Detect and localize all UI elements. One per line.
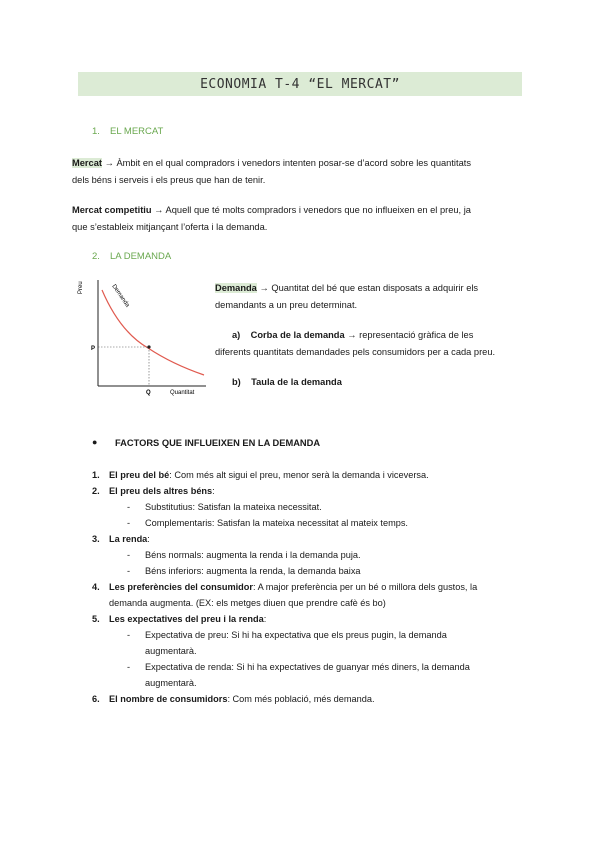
section-2-heading xyxy=(92,251,171,262)
list-item xyxy=(92,531,522,547)
demanda-term: Demanda xyxy=(215,283,257,293)
mercat-line-1: Àmbit en el qual compradors i venedors intenten posar-se d’acord sobre les quantitats xyxy=(116,158,471,168)
item-b-letter: b) xyxy=(232,377,241,387)
list-sub-item xyxy=(127,547,527,563)
equilibrium-point xyxy=(147,345,150,348)
item-number: 4. xyxy=(92,582,100,592)
demand-curve xyxy=(102,290,204,375)
item-b xyxy=(232,374,342,391)
arrow: → xyxy=(104,158,114,168)
list-sub-item xyxy=(127,515,527,531)
sub-item-continuation: augmentarà. xyxy=(145,678,197,688)
x-axis-label: Quantitat xyxy=(170,390,195,396)
sub-item-text: Substitutius: Satisfan la mateixa necessitat. xyxy=(145,502,322,512)
item-a-letter: a) xyxy=(232,330,241,340)
item-continuation: demanda augmenta. (EX: els metges diuen que prendre cafè és bo) xyxy=(109,598,386,608)
page-title: ECONOMIA T-4 “EL MERCAT” xyxy=(200,76,400,92)
item-title: Les expectatives del preu i la renda xyxy=(109,614,264,624)
item-a xyxy=(215,327,545,361)
section-1-number: 1. xyxy=(92,126,100,137)
competitiu-line-1: Aquell que té molts compradors i venedors que no influeixen en el preu, ja xyxy=(165,205,471,215)
section-1-title: EL MERCAT xyxy=(110,126,164,137)
p-label: P xyxy=(91,346,96,352)
list-sub-item xyxy=(127,627,527,659)
factors-bullet: ● xyxy=(92,437,98,447)
item-a-line-2: diferents quantitats demandades pels consumidors per a cada preu. xyxy=(215,347,496,357)
arrow: → xyxy=(259,283,269,293)
item-a-term: Corba de la demanda xyxy=(250,330,345,340)
arrow: → xyxy=(154,205,164,215)
item-text: : A major preferència per un bé o millora dels gustos, la xyxy=(253,582,478,592)
list-item xyxy=(92,611,522,627)
sub-item-text: Béns normals: augmenta la renda i la demanda puja. xyxy=(145,550,361,560)
item-b-term: Taula de la demanda xyxy=(251,377,342,387)
dash-marker: - xyxy=(127,502,131,512)
mercat-definition xyxy=(72,155,532,189)
item-a-line-1: representació gràfica de les xyxy=(359,330,474,340)
competitiu-definition xyxy=(72,202,532,236)
item-title: El preu del bé xyxy=(109,470,170,480)
item-title: El nombre de consumidors xyxy=(109,694,228,704)
title-bar xyxy=(78,72,522,96)
list-item xyxy=(92,579,522,611)
item-text: : xyxy=(212,486,215,496)
item-text: : Com més població, més demanda. xyxy=(227,694,375,704)
competitiu-term: Mercat competitiu xyxy=(72,205,152,215)
sub-item-text: Expectativa de preu: Si hi ha expectativa que els preus pugin, la demanda xyxy=(145,630,447,640)
mercat-line-2: dels béns i serveis i els preus que han de tenir. xyxy=(72,175,266,185)
list-item xyxy=(92,483,522,499)
sub-item-text: Expectativa de renda: Si hi ha expectatives de guanyar més diners, la demanda xyxy=(145,662,470,672)
dash-marker: - xyxy=(127,630,131,640)
factors-heading: FACTORS QUE INFLUEIXEN EN LA DEMANDA xyxy=(115,438,321,448)
dash-marker: - xyxy=(127,518,131,528)
item-text: : xyxy=(263,614,267,624)
demanda-definition xyxy=(215,280,525,314)
item-number: 3. xyxy=(92,534,100,544)
mercat-term: Mercat xyxy=(72,158,102,168)
y-axis-label: Preu xyxy=(78,281,84,294)
sub-item-text: Complementaris: Satisfan la mateixa necessitat al mateix temps. xyxy=(145,518,408,528)
dash-marker: - xyxy=(127,662,131,672)
demanda-line-2: demandants a un preu determinat. xyxy=(215,300,358,310)
competitiu-line-2: que s’estableix mitjançant l’oferta i la demanda. xyxy=(72,222,268,232)
curve-label: Demanda xyxy=(110,283,131,309)
item-title: La renda xyxy=(109,534,148,544)
list-sub-item xyxy=(127,499,527,515)
list-item xyxy=(92,691,522,707)
item-text: : Com més alt sigui el preu, menor serà la demanda i viceversa. xyxy=(169,470,429,480)
item-title: El preu dels altres béns xyxy=(109,486,213,496)
sub-item-continuation: augmentarà. xyxy=(145,646,197,656)
dash-marker: - xyxy=(127,550,131,560)
item-number: 2. xyxy=(92,486,100,496)
demand-curve-graph xyxy=(78,276,210,398)
list-sub-item xyxy=(127,659,527,691)
list-sub-item xyxy=(127,563,527,579)
item-title: Les preferències del consumidor xyxy=(109,582,253,592)
item-number: 1. xyxy=(92,470,100,480)
section-2-title: LA DEMANDA xyxy=(110,251,172,262)
section-2-number: 2. xyxy=(92,251,100,262)
item-number: 5. xyxy=(92,614,100,624)
section-1-heading xyxy=(92,126,163,137)
list-item xyxy=(92,467,522,483)
sub-item-text: Béns inferiors: augmenta la renda, la demanda baixa xyxy=(145,566,361,576)
dash-marker: - xyxy=(127,566,131,576)
demanda-line-1: Quantitat del bé que estan disposats a adquirir els xyxy=(271,283,479,293)
q-label: Q xyxy=(146,390,151,396)
arrow: → xyxy=(347,330,357,340)
item-number: 6. xyxy=(92,694,100,704)
item-text: : xyxy=(147,534,150,544)
